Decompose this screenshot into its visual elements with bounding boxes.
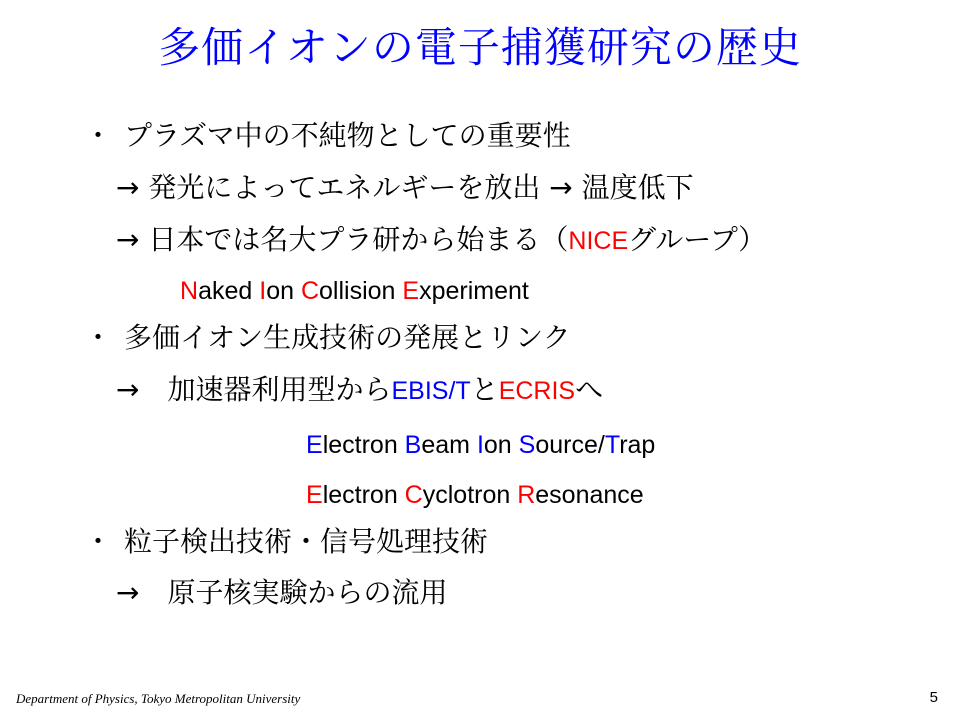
sub-item-2-1 bbox=[116, 370, 603, 411]
acronym-letter: C bbox=[404, 481, 423, 509]
acronym-word-rest: esonance bbox=[535, 481, 644, 509]
sub-item-3-1 bbox=[116, 573, 447, 613]
acronym-word-rest: on bbox=[483, 431, 519, 459]
acronym-letter: T bbox=[604, 431, 620, 459]
acronym-letter: S bbox=[518, 431, 536, 459]
acronym-word-rest: on bbox=[266, 277, 301, 305]
sub-item-2-1-mid: と bbox=[470, 373, 499, 406]
acronym-letter: E bbox=[402, 277, 420, 305]
acronym-word-rest: ollision bbox=[319, 277, 403, 305]
acronym-word-rest: yclotron bbox=[422, 481, 518, 509]
acronym-word-rest: xperiment bbox=[419, 277, 529, 305]
slide-title: 多価イオンの電子捕獲研究の歴史 bbox=[158, 23, 802, 72]
acronym-word-rest: rap bbox=[619, 431, 656, 459]
acronym-letter: R bbox=[517, 481, 536, 509]
sub-item-1-2 bbox=[116, 220, 766, 261]
acronym-letter: N bbox=[180, 277, 199, 305]
sub-item-1-1-text-a: 発光によってエネルギーを放出 bbox=[148, 171, 541, 204]
acronym-letter: I bbox=[476, 431, 484, 459]
acronym-word-rest: lectron bbox=[322, 431, 405, 459]
nice-expansion bbox=[180, 271, 529, 311]
ecris-label: ECRIS bbox=[498, 377, 576, 405]
nice-group-name: NICE bbox=[568, 227, 629, 255]
arrow-icon: → bbox=[116, 576, 140, 609]
arrow-icon: → bbox=[116, 373, 140, 406]
sub-item-3-1-text: 原子核実験からの流用 bbox=[167, 576, 448, 609]
bullet-item-3 bbox=[84, 522, 488, 562]
acronym-word-rest: lectron bbox=[322, 481, 405, 509]
arrow-icon: → bbox=[116, 223, 140, 256]
sub-item-1-2-text: 日本では名大プラ研から始まる（ bbox=[148, 223, 569, 256]
footer-department: Department of Physics, Tokyo Metropolitan University bbox=[16, 691, 301, 706]
bullet-item-1 bbox=[84, 116, 571, 156]
sub-item-1-2-suffix: グループ） bbox=[628, 223, 767, 256]
acronym-word-rest: aked bbox=[198, 277, 260, 305]
bullet-marker: ・ bbox=[84, 525, 113, 558]
arrow-icon: → bbox=[549, 171, 573, 204]
acronym-letter: E bbox=[306, 481, 323, 509]
acronym-letter: C bbox=[300, 277, 320, 305]
bullet-item-2 bbox=[84, 318, 571, 358]
page-number: 5 bbox=[929, 689, 938, 706]
acronym-letter: B bbox=[404, 431, 422, 459]
ecr-expansion bbox=[306, 475, 644, 515]
acronym-word-rest: eam bbox=[421, 431, 477, 459]
ebis-label: EBIS/T bbox=[391, 377, 471, 405]
bullet-item-2-text: 多価イオン生成技術の発展とリンク bbox=[124, 321, 571, 354]
sub-item-1-1 bbox=[116, 168, 694, 208]
arrow-icon: → bbox=[116, 171, 140, 204]
acronym-letter: I bbox=[259, 277, 267, 305]
bullet-marker: ・ bbox=[84, 119, 113, 152]
sub-item-2-1-suffix: へ bbox=[575, 373, 604, 406]
bullet-item-3-text: 粒子検出技術・信号処理技術 bbox=[124, 525, 489, 558]
bullet-marker: ・ bbox=[84, 321, 113, 354]
ebis-expansion bbox=[306, 425, 655, 465]
sub-item-1-1-text-b: 温度低下 bbox=[581, 171, 694, 204]
acronym-word-rest: ource/ bbox=[535, 431, 605, 459]
sub-item-2-1-prefix: 加速器利用型から bbox=[167, 373, 392, 406]
acronym-letter: E bbox=[306, 431, 323, 459]
bullet-item-1-text: プラズマ中の不純物としての重要性 bbox=[124, 119, 571, 152]
